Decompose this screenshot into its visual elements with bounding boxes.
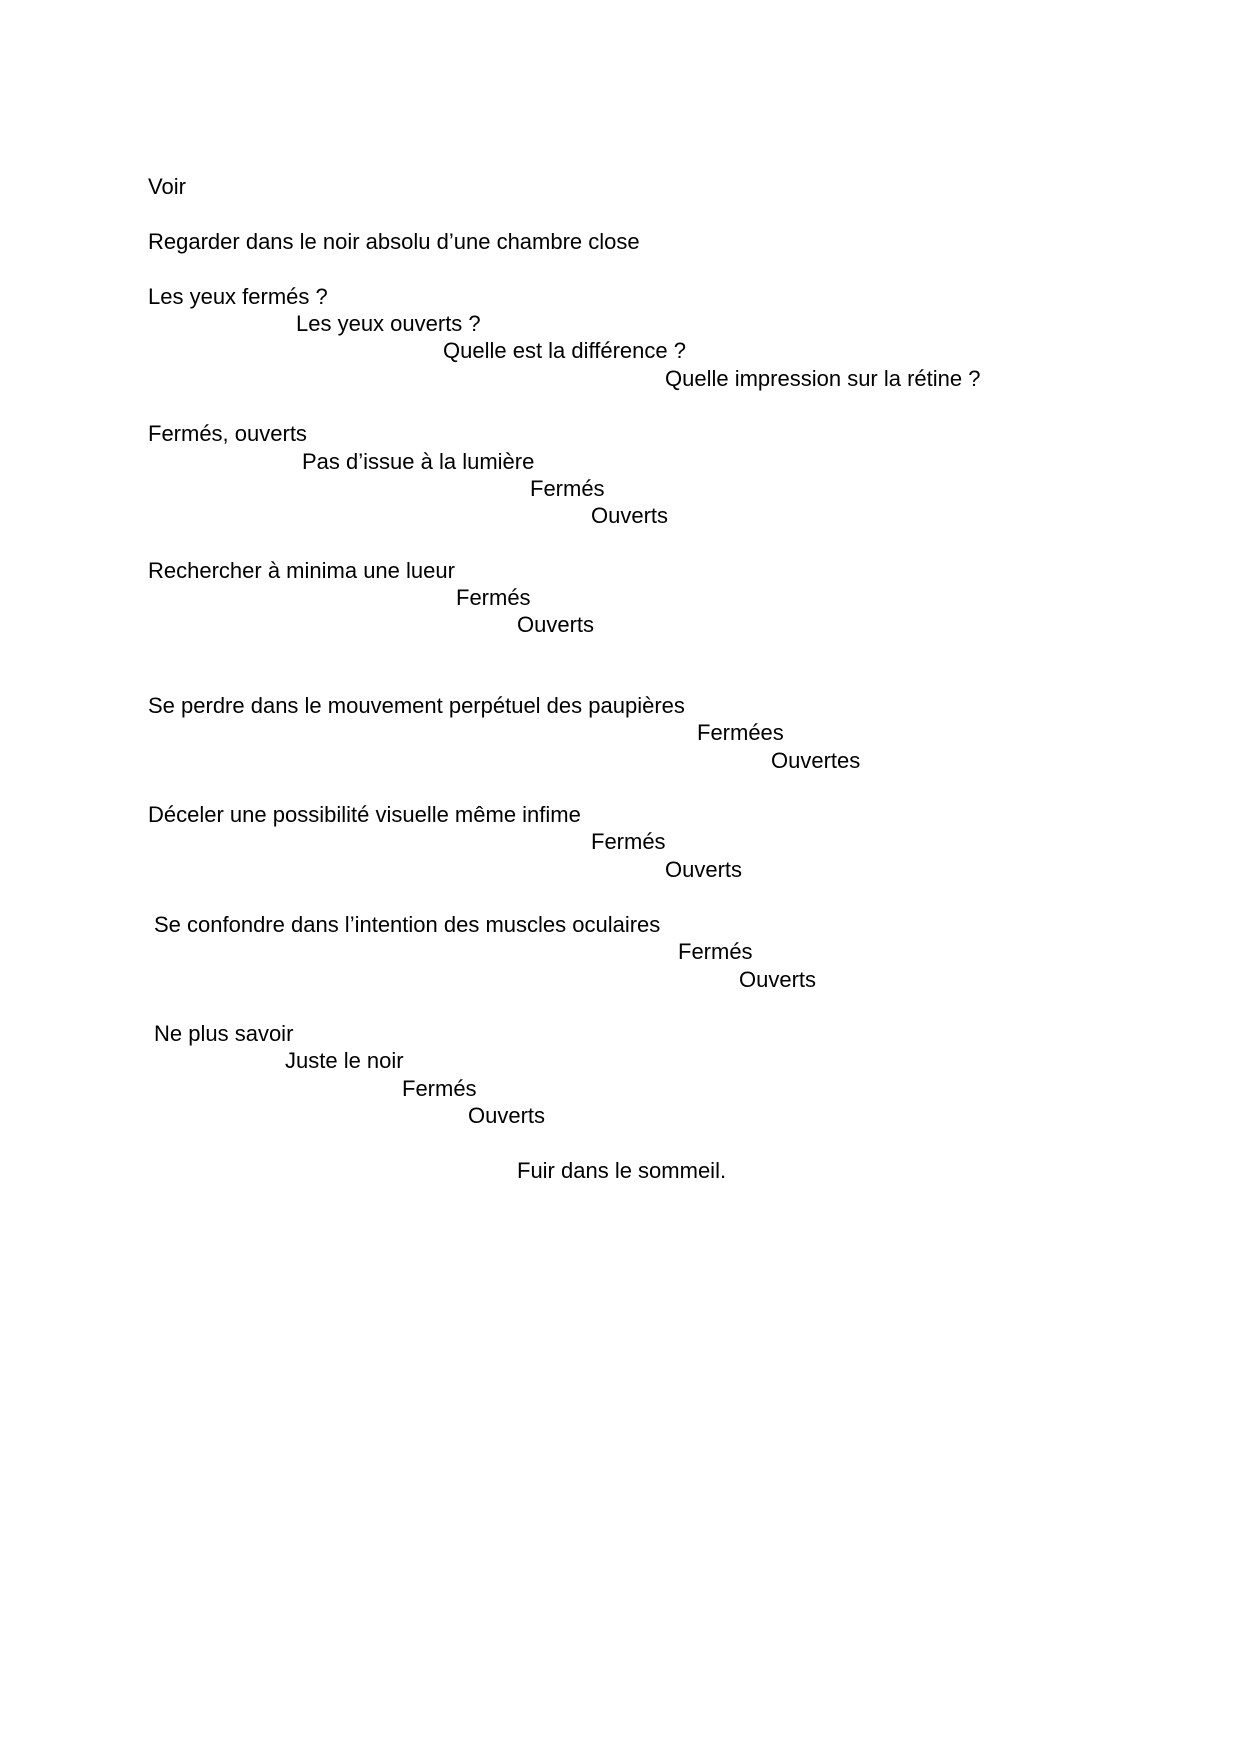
poem-line: Pas d’issue à la lumière xyxy=(302,449,535,474)
poem-line: Ne plus savoir xyxy=(154,1021,294,1046)
poem-line: Fermés xyxy=(678,939,753,964)
poem-line: Juste le noir xyxy=(285,1048,404,1073)
poem-line: Fermés xyxy=(530,476,605,501)
poem-line: Regarder dans le noir absolu d’une chambre close xyxy=(148,229,640,254)
poem-line: Quelle impression sur la rétine ? xyxy=(665,366,981,391)
poem-line: Ouverts xyxy=(665,857,743,882)
poem-line: Les yeux fermés ? xyxy=(148,284,328,309)
poem-line: Fermés xyxy=(402,1076,477,1101)
poem-line: Se confondre dans l’intention des muscles oculaires xyxy=(154,912,661,937)
poem-line: Les yeux ouverts ? xyxy=(296,311,481,336)
poem-line: Se perdre dans le mouvement perpétuel des paupières xyxy=(148,693,685,718)
poem-line: Quelle est la différence ? xyxy=(443,338,686,363)
poem-line: Ouverts xyxy=(468,1103,546,1128)
poem-line: Fermés xyxy=(591,829,666,854)
poem-line: Ouverts xyxy=(517,612,595,637)
poem-line: Rechercher à minima une lueur xyxy=(148,558,455,583)
poem-line: Fermées xyxy=(697,720,784,745)
poem-line: Ouverts xyxy=(591,503,669,528)
poem-line: Ouvertes xyxy=(771,748,861,773)
poem-title: Voir xyxy=(148,174,186,199)
poem-line: Déceler une possibilité visuelle même infime xyxy=(148,802,581,827)
poem-line-final: Fuir dans le sommeil. xyxy=(517,1158,727,1183)
poem-line: Ouverts xyxy=(739,967,817,992)
poem-line: Fermés xyxy=(456,585,531,610)
poem-line: Fermés, ouverts xyxy=(148,421,307,446)
